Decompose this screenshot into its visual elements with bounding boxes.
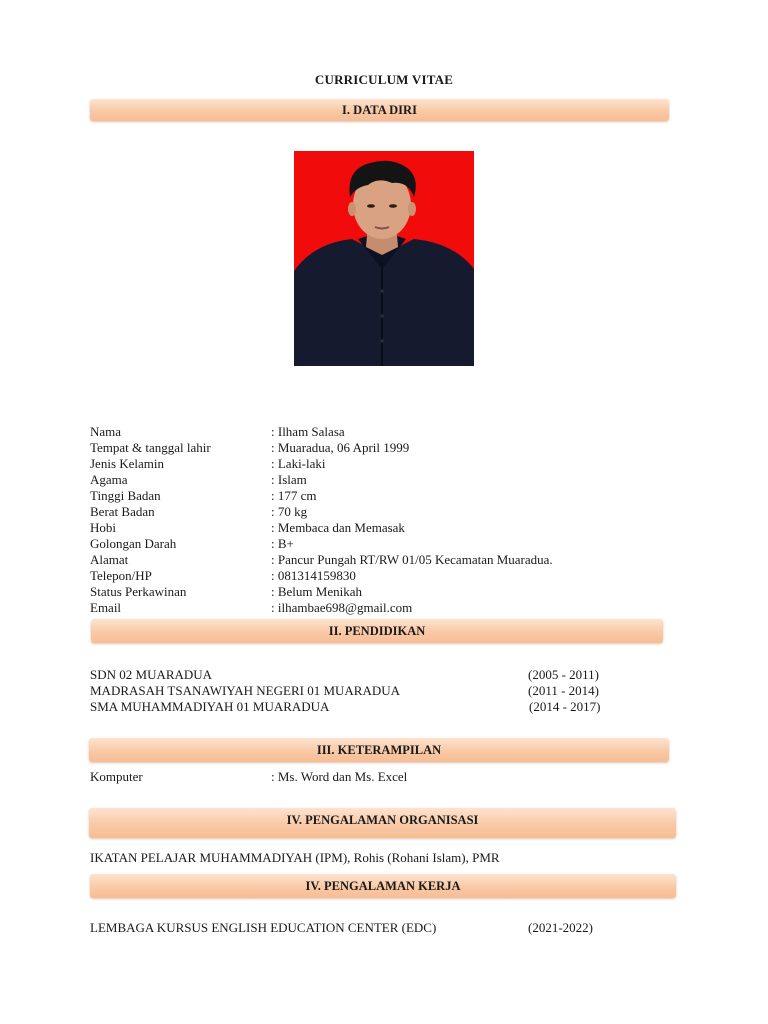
personal-label: Email: [90, 600, 122, 615]
section-header-kerja: IV. PENGALAMAN KERJA: [90, 874, 676, 898]
work-place: LEMBAGA KURSUS ENGLISH EDUCATION CENTER (EDC): [90, 920, 437, 935]
education-years: (2005 - 2011): [528, 667, 600, 682]
skill-value: : Ms. Word dan Ms. Excel: [271, 769, 408, 784]
section-header-keterampilan: III. KETERAMPILAN: [89, 738, 669, 762]
education-school: SMA MUHAMMADIYAH 01 MUARADUA: [90, 699, 330, 714]
document-title: CURRICULUM VITAE: [314, 72, 454, 87]
personal-value: : Laki-laki: [271, 456, 326, 471]
personal-label: Tempat & tanggal lahir: [90, 440, 211, 455]
personal-value: : 177 cm: [271, 488, 317, 503]
personal-value: : ilhambae698@gmail.com: [271, 600, 413, 615]
personal-value: : Ilham Salasa: [271, 424, 345, 439]
personal-label: Nama: [90, 424, 122, 439]
personal-label: Tinggi Badan: [90, 488, 161, 503]
personal-value: : Membaca dan Memasak: [271, 520, 405, 535]
education-years: (2014 - 2017): [529, 699, 601, 714]
personal-label: Agama: [90, 472, 128, 487]
skill-label: Komputer: [90, 769, 143, 784]
personal-value: : Muaradua, 06 April 1999: [271, 440, 410, 455]
work-years: (2021-2022): [528, 920, 593, 935]
education-years: (2011 - 2014): [528, 683, 600, 698]
personal-label: Berat Badan: [90, 504, 155, 519]
personal-label: Alamat: [90, 552, 129, 567]
profile-photo: [294, 151, 474, 366]
personal-label: Status Perkawinan: [90, 584, 187, 599]
education-school: MADRASAH TSANAWIYAH NEGERI 01 MUARADUA: [90, 683, 401, 698]
personal-value: : B+: [271, 536, 294, 551]
education-school: SDN 02 MUARADUA: [90, 667, 213, 682]
section-header-data-diri: I. DATA DIRI: [90, 99, 669, 121]
profile-photo-figure: [294, 151, 474, 366]
section-header-organisasi: IV. PENGALAMAN ORGANISASI: [89, 808, 676, 838]
personal-label: Jenis Kelamin: [90, 456, 165, 471]
personal-value: : Belum Menikah: [271, 584, 362, 599]
section-header-pendidikan: II. PENDIDIKAN: [91, 619, 663, 643]
personal-value: : 081314159830: [271, 568, 356, 583]
personal-label: Hobi: [90, 520, 116, 535]
personal-value: : Pancur Pungah RT/RW 01/05 Kecamatan Muaradua.: [271, 552, 553, 567]
personal-label: Telepon/HP: [90, 568, 152, 583]
personal-value: : Islam: [271, 472, 307, 487]
organization-text: IKATAN PELAJAR MUHAMMADIYAH (IPM), Rohis (Rohani Islam), PMR: [90, 850, 500, 865]
personal-label: Golongan Darah: [90, 536, 177, 551]
personal-value: : 70 kg: [271, 504, 308, 519]
